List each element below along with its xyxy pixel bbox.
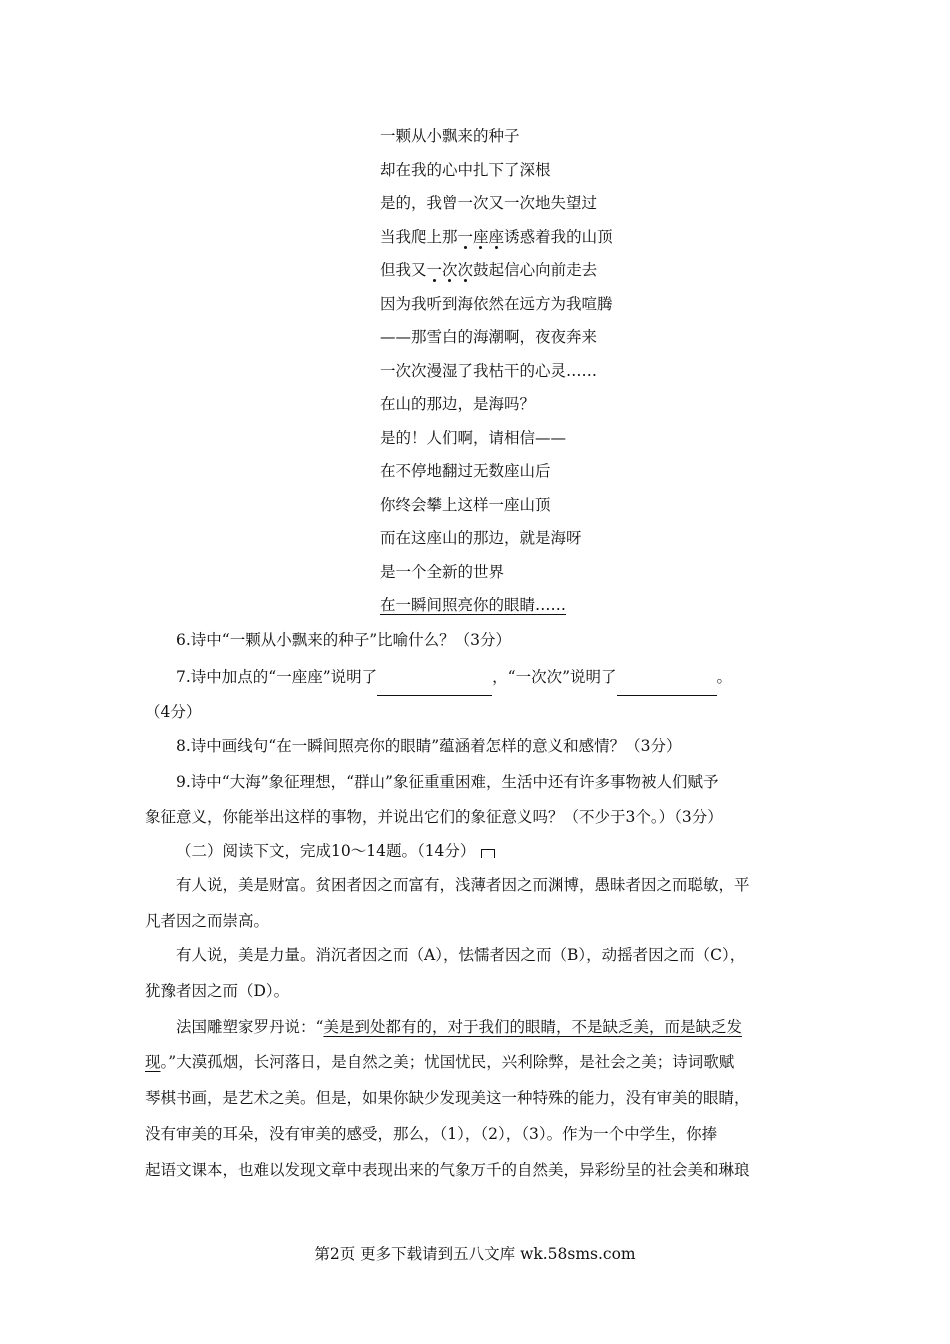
page-footer: 第2页 更多下载请到五八文库 wk.58sms.com	[314, 1245, 636, 1263]
emphasis-dot-char: 座	[473, 227, 489, 246]
insert-mark-icon	[481, 849, 495, 858]
dotted-text	[427, 261, 474, 279]
question-7-text: 。	[716, 668, 733, 686]
paragraph-3-line: 没有审美的耳朵，没有审美的感受，那么，（1），（2），（3）。作为一个中学生，你捧	[145, 1125, 718, 1143]
underlined-text: 在一瞬间照亮你的眼睛……	[380, 596, 567, 614]
poem-line: 一颗从小飘来的种子	[380, 127, 520, 145]
question-7-text: 7.诗中加点的“一座座”说明了	[176, 668, 378, 686]
poem-line: 在山的那边，是海吗？	[380, 395, 536, 413]
paragraph-3-line: 起语文课本，也难以发现文章中表现出来的气象万千的自然美，异彩纷呈的社会美和琳琅	[145, 1161, 750, 1179]
poem-line: 却在我的心中扎下了深根	[380, 160, 551, 179]
poem-line: ——那雪白的海潮啊，夜夜奔来	[380, 328, 598, 346]
poem	[380, 120, 613, 623]
underlined-text: 现	[145, 1053, 161, 1071]
paragraph-3	[145, 1008, 810, 1046]
question-6	[145, 621, 810, 659]
emphasis-dot-char: 一	[426, 261, 443, 279]
paragraph-text: 有人说，美是力量。消沉者因之而（A），怯懦者因之而（B），动摇者因之而（C），	[176, 946, 746, 964]
poem-text: 但我又	[380, 261, 427, 279]
question-7	[145, 658, 810, 696]
dotted-text	[458, 228, 505, 246]
question-9	[145, 763, 810, 801]
emphasis-dot-char: 次	[457, 261, 474, 279]
poem-line: 是的，我曾一次又一次地失望过	[380, 194, 598, 212]
paragraph-1	[145, 866, 810, 904]
poem-line-underlined	[380, 589, 613, 623]
question-9-cont: 象征意义，你能举出这样的事物，并说出它们的象征意义吗？（不少于3个。）（3分）	[145, 808, 723, 826]
emphasis-dot-char: 座	[488, 227, 505, 246]
question-9-text: 9.诗中“大海”象征理想，“群山”象征重重困难，生活中还有许多事物被人们赋予	[176, 773, 719, 791]
paragraph-3-line	[145, 1043, 810, 1081]
question-8-text: 8.诗中画线句“在一瞬间照亮你的眼睛”蕴涵着怎样的意义和感情？（3分）	[176, 737, 682, 755]
underlined-text: 美是到处都有的，对于我们的眼睛，不是缺乏美，而是缺乏发	[323, 1018, 742, 1036]
poem-line: 一次次漫湿了我枯干的心灵……	[380, 361, 598, 380]
poem-line: 是的！人们啊，请相信——	[380, 428, 567, 447]
poem-line: 你终会攀上这样一座山顶	[380, 495, 551, 514]
paragraph-2-cont: 犹豫者因之而（D）。	[145, 982, 290, 1000]
paragraph-text: 法国雕塑家罗丹说：“	[176, 1018, 324, 1036]
poem-line: 是一个全新的世界	[380, 562, 505, 581]
question-8	[145, 727, 810, 765]
poem-text: 当我爬上那	[380, 227, 458, 246]
emphasis-dot-char: 次	[442, 261, 458, 279]
section-heading	[145, 832, 810, 870]
paragraph-3-line: 琴棋书画，是艺术之美。但是，如果你缺少发现美这一种特殊的能力，没有审美的眼睛，	[145, 1089, 750, 1107]
paragraph-text: 有人说，美是财富。贫困者因之而富有，浅薄者因之而渊博，愚昧者因之而聪敏，平	[176, 876, 750, 894]
poem-text: 诱惑着我的山顶	[504, 227, 613, 246]
question-7-score: （4分）	[145, 703, 202, 721]
poem-line: 在不停地翻过无数座山后	[380, 462, 551, 480]
section-heading-text: （二）阅读下文，完成10～14题。（14分）	[176, 842, 476, 860]
poem-line: 因为我听到海依然在远方为我喧腾	[380, 294, 613, 313]
emphasis-dot-char: 一	[457, 227, 474, 246]
question-7-text: ，“一次次”说明了	[492, 668, 617, 686]
poem-line	[380, 254, 613, 288]
paragraph-2	[145, 936, 810, 974]
paragraph-1-cont: 凡者因之而崇高。	[145, 912, 270, 930]
paragraph-text: 。”大漠孤烟，长河落日，是自然之美；忧国忧民，兴利除弊，是社会之美；诗词歌赋	[160, 1053, 735, 1071]
poem-text: 鼓起信心向前走去	[473, 261, 598, 279]
poem-line: 而在这座山的那边，就是海呀	[380, 529, 582, 547]
poem-line	[380, 221, 613, 255]
question-6-text: 6.诗中“一颗从小飘来的种子”比喻什么？（3分）	[176, 631, 511, 649]
